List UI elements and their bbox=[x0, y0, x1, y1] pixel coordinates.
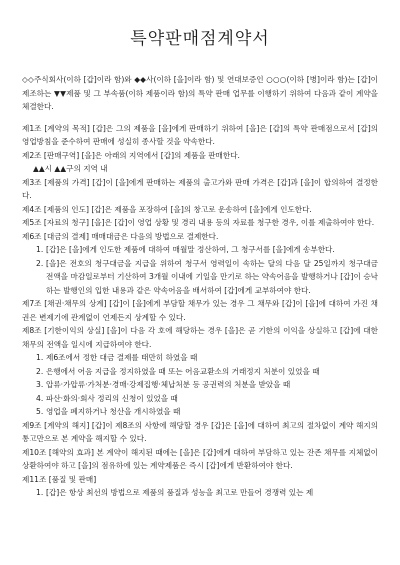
article-11-items bbox=[22, 486, 378, 500]
list-item: 1. [갑]은 항상 최선의 방법으로 제품의 품질과 성능을 최고로 만들어 경쟁력 있는 제 bbox=[36, 488, 314, 497]
article-1: 제1조 [계약의 목적] [갑]은 그의 제품을 [을]에게 판매하기 위하여 [을]은 [갑]의 특약 판매점으로서 [갑]의 영업방침을 준수하여 판매에 성실히 종사할 것을 약속한다. bbox=[22, 123, 378, 146]
article-3: 제3조 [제품의 가격] [갑]이 [을]에게 판매하는 제품의 출고가와 판매 가격은 [갑]과 [을]이 합의하여 결정한다. bbox=[22, 177, 378, 200]
article-2: 제2조 [판매구역] [을]은 아래의 지역에서 [갑]의 제품을 판매한다. bbox=[22, 150, 240, 160]
article-2-region: ▲▲시 ▲▲구의 지역 내 bbox=[33, 164, 108, 173]
list-item: 1. [갑]은 [을]에게 인도한 제품에 대하여 매월말 정산하여, 그 청구서를 [을]에게 송부한다. bbox=[36, 245, 335, 254]
list-item: 1. 제6조에서 정한 대금 결제를 태만히 하였을 때 bbox=[36, 353, 198, 362]
article-10: 제10조 [해약의 효과] 본 계약이 해지된 때에는 [을]은 [갑]에게 대하여 부담하고 있는 잔존 채무를 지체없이 상환하여야 하고 [을]의 점유하에 있는 계약제품은 즉시 [갑]에게 반환하여야 한다. bbox=[22, 447, 378, 470]
article-9: 제9조 [계약의 해지] [갑]이 제8조의 사항에 해당할 경우 [갑]은 [을]에 대하여 최고의 절차없이 계약 해지의 통고만으로 본 계약을 해지할 수 있다. bbox=[22, 420, 378, 443]
list-item: 3. 압류·가압류·가처분·경매·강제집행·체납처분 등 공권력의 처분을 받았을 때 bbox=[36, 380, 291, 389]
article-6: 제6조 [대금의 결제] 매매대금은 다음의 방법으로 결제한다. bbox=[22, 231, 219, 241]
article-11: 제11조 [품질 및 판매] bbox=[22, 474, 97, 484]
list-item: 2. [을]은 전호의 청구대금을 지급을 위하여 청구서 영력일이 속하는 달의 다음 달 25일까지 청구대금 전액을 마감일로부터 기산하여 3개월 이내에 기일을 만기로 하는 약속어음을 발행하거나 [갑]이 승낙하는 발행인의 입한 내용과 같은 약속어음을 배서하여 [갑]에게 교부하여야 한다. bbox=[36, 258, 378, 295]
document-title: 특약판매점계약서 bbox=[130, 29, 270, 49]
list-item: 5. 영업을 폐지하거나 청산을 개시하였을 때 bbox=[36, 407, 181, 416]
article-4: 제4조 [제품의 인도] [갑]은 제품을 포장하여 [을]의 창고로 운송하여 [을]에게 인도한다. bbox=[22, 204, 312, 214]
article-8-items bbox=[22, 351, 378, 419]
intro-paragraph: ◇◇주식회사(이하 [갑]이라 함)와 ◆◆사(이하 [을]이라 함) 및 연대보증인 ○○○(이하 [병]이라 함)는 [갑]이 제조하는 ▼▼제품 및 그 부속품(이하 제품이라 함)의 특약 판매 업무를 이행하기 위하여 다음과 같이 계약을 체결한다. bbox=[22, 75, 378, 111]
article-6-items bbox=[22, 243, 378, 297]
article-8: 제8조 [기한이익의 상실] [을]이 다음 각 호에 해당하는 경우 [을]은 곧 기한의 이익을 상실하고 [갑]에 대한 채무의 전액을 일시에 지급하여야 한다. bbox=[22, 326, 378, 349]
list-item: 2. 은행에서 어음 지급을 정지하였을 때 또는 어음교환소의 거래정지 처분이 있었을 때 bbox=[36, 366, 320, 376]
list-item: 4. 파산·화의·회사 정리의 신청이 있었을 때 bbox=[36, 393, 178, 403]
article-5: 제5조 [자료의 청구] [을]은 [갑]이 영업 상황 및 경리 내용 등의 자료를 청구한 경우, 이를 제출하여야 한다. bbox=[22, 218, 375, 227]
article-7: 제7조 [채권·채무의 상계] [갑]이 [을]에게 부담할 채무가 있는 경우 그 채무와 [갑]이 [을]에 대하여 가진 채권은 변제기에 관계없이 언제든지 상계할 수 있다. bbox=[22, 299, 378, 322]
